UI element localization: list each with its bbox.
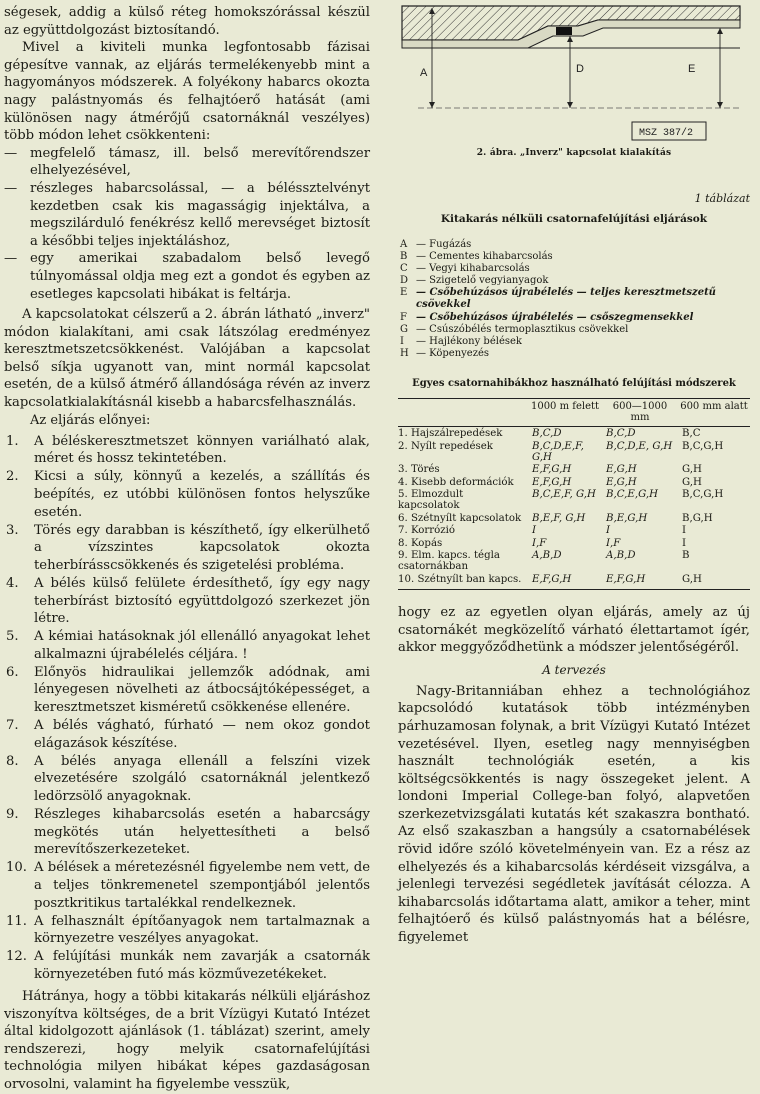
legend-key: A — [400, 239, 408, 250]
method-cell: B,C,D,E,F, G,H — [532, 440, 584, 463]
defect-cell: 1. Hajszálrepedések — [398, 428, 503, 440]
method-cell: E,F,G,H — [532, 476, 572, 488]
defect-cell: 3. Törés — [398, 464, 440, 476]
paragraph-continuation: ségesek, addig a külső réteg homokszórással készül az együttdolgozást biztosítandó. — [4, 5, 370, 38]
method-cell: B,C,G,H — [682, 440, 724, 452]
inverse-connection-figure — [398, 0, 750, 142]
advantage-item — [4, 664, 370, 717]
method-cell: I — [532, 525, 537, 537]
advantage-item — [4, 913, 370, 948]
dash-item: — részleges habarcsolással, — a béléssztelvényt kezdetben csak kis magasságig injektálva, a megszilárduló fenékrész kellő merevséget biztosít a későbbi teljes injektáláshoz, — [4, 180, 370, 249]
paragraph-mechanization: Mivel a kiviteli munka legfontosabb fázisai gépesítve vannak, az eljárás termelékenyebb mint a hagyományos módszerek. A folyékony habarcs okozta nagy palástnyomás és felhajtóerő hatását (ami különösen nagy átmérőjű csatornáknál veszélyes) több módon lehet csökkenteni: — [4, 40, 370, 144]
paragraph-disadvantage: Hátránya, hogy a többi kitakarás nélküli eljáráshoz viszonyítva költséges, de a brit Vízügyi Kutató Intézet által kidolgozott ajánlások (1. táblázat) szerint, amely rendszerezi, hogy melyik csatornafelújítási technológia milyen hibákat képes gazdaságosan orvosolni, valamint ha figyelembe vesszük, — [4, 989, 370, 1093]
col-header-600-1000: 600—1000 mm — [612, 400, 668, 423]
legend-key: H — [400, 347, 409, 359]
legend-row — [398, 251, 750, 263]
table-row — [398, 549, 750, 573]
method-cell: B,C,G,H — [682, 489, 724, 501]
dim-label-e: E — [688, 63, 696, 75]
advantage-text: Részleges kihabarcsolás esetén a habarcságy megkötés után helyettesítheti a belső merevítőszerkezeteket. — [34, 807, 370, 858]
table-row — [398, 488, 750, 512]
method-cell: B,C,E,F, G,H — [532, 489, 596, 501]
table-row — [398, 524, 750, 537]
right-column — [398, 0, 750, 947]
table1-number: 1 táblázat — [694, 192, 750, 205]
advantage-number: 5. — [6, 629, 19, 645]
advantage-number: 2. — [6, 469, 19, 485]
method-cell: A,B,D — [532, 550, 562, 562]
method-cell: B,C — [682, 428, 701, 440]
defect-cell: 8. Kopás — [398, 537, 443, 549]
legend-text: — Köpenyezés — [416, 347, 490, 359]
table-row — [398, 536, 750, 549]
advantage-number: 3. — [6, 522, 19, 538]
legend-text: — Szigetelő vegyianyagok — [416, 275, 549, 287]
method-cell: E,G,H — [606, 476, 637, 488]
left-column — [4, 0, 370, 1094]
advantage-number: 1. — [6, 433, 19, 449]
advantage-number: 11. — [6, 913, 27, 929]
dim-label-d: D — [576, 63, 584, 75]
method-cell: E,G,H — [606, 464, 637, 476]
table-row — [398, 463, 750, 476]
advantage-item — [4, 433, 370, 468]
legend-key: I — [400, 335, 404, 347]
advantage-text: Előnyös hidraulikai jellemzők adódnak, ami lényegesen növelheti az átbocsájtóképességet, a keresztmetszet kisméretű csökkenése ellenére. — [34, 664, 370, 716]
dash-marker: — — [4, 180, 18, 196]
table2-title: Egyes csatornahibákhoz használható felújítási módszerek — [412, 377, 736, 389]
standard-stamp-text: MSZ 387/2 — [639, 128, 694, 139]
advantage-text: A bélés anyaga ellenáll a felszíni vizek elvezetésére szolgáló csatornáknál jelentkező ledörzsölő anyagoknak. — [34, 753, 370, 805]
method-cell: E,F,G,H — [606, 573, 646, 585]
advantage-text: A béléskeresztmetszet könnyen variálható alak, méret és hossz tekintetében. — [34, 433, 370, 467]
advantage-text: Kicsi a súly, könnyű a kezelés, a szállítás és beépítés, ez utóbbi különösen fontos helyszűke esetén. — [34, 469, 370, 520]
dash-list — [4, 145, 370, 303]
legend-row — [398, 287, 750, 311]
legend-key: G — [400, 323, 408, 335]
seal-block — [556, 27, 572, 35]
col-header-under-600: 600 mm alatt — [680, 400, 748, 412]
defect-cell: 10. Szétnyílt ban kapcs. — [398, 573, 522, 585]
legend-row — [398, 348, 750, 360]
advantage-item — [4, 575, 370, 628]
dash-item: — megfelelő támasz, ill. belső merevítőrendszer elhelyezésével, — [4, 145, 370, 179]
method-cell: G,H — [682, 476, 702, 488]
legend-text: — Hajlékony bélések — [416, 335, 522, 347]
advantage-number: 6. — [6, 664, 19, 680]
advantage-number: 9. — [6, 807, 19, 823]
legend-text: — Fugázás — [416, 239, 472, 250]
advantage-item — [4, 948, 370, 983]
method-cell: A,B,D — [606, 550, 636, 562]
repair-methods-table — [398, 398, 750, 585]
advantage-text: A bélések a méretezésnél figyelembe nem vett, de a teljes tönkremenetel szempontjából jelentős posztkritikus tartalékkal rendelkeznek. — [34, 860, 370, 911]
advantage-text: A bélés vágható, fúrható — nem okoz gondot elágazások készítése. — [34, 718, 370, 751]
legend-text: — Csőbehúzásos újrabélelés — csőszegmensekkel — [416, 311, 694, 323]
method-cell: B — [682, 550, 690, 562]
legend-row — [398, 312, 750, 324]
defect-cell: 6. Szétnyílt kapcsolatok — [398, 512, 522, 524]
method-cell: B,G,H — [682, 512, 713, 524]
method-cell: G,H — [682, 573, 702, 585]
paragraph-lifetime: hogy ez az egyetlen olyan eljárás, amely az új csatornákét megközelítő várható élettartamot ígér, akkor meggyőződhetünk a módszer jelentőségéről. — [398, 604, 750, 656]
legend-text: — Cementes kihabarcsolás — [416, 251, 553, 263]
table-row — [398, 475, 750, 488]
table1-title: Kitakarás nélküli csatornafelújítási eljárások — [440, 213, 708, 225]
advantage-text: A kémiai hatásoknak jól ellenálló anyagokat lehet alkalmazni újrabélelés céljára. ! — [34, 629, 370, 662]
advantage-number: 12. — [6, 949, 27, 965]
advantage-number: 4. — [6, 575, 19, 591]
paragraph-research: Nagy-Britanniában ehhez a technológiához kapcsolódó kutatások több intézményben párhuzamosan folynak, a brit Vízügyi Kutató Intézet vezetésével. Ilyen, esetleg nagy mennyiségben használt technológiák esetén, a kis költségcsökkentés is nagy összegeket jelent. A londoni Imperial College-ban folyó, alapvetően szerkezetvizsgálati kutatás két szakaszra bontható. Az első szakaszban a hangsúly a csatornabélések rövid időre szóló követelményein van. Ez a rész az elhelyezés és a kihabarcsolás kérdéseit vizsgálva, a jelenlegi tervezési segédletek javítását célozza. A kihabarcsolás időtartama alatt, amikor a teher, mint felhajtóerő és külső palástnyomás hat a bélésre, figyelemet — [398, 683, 750, 946]
section-heading: A tervezés — [542, 662, 606, 677]
table-row — [398, 572, 750, 585]
table-row — [398, 511, 750, 524]
advantage-text: A felújítási munkák nem zavarják a csatornák környezetében futó más közművezetékeket. — [34, 949, 370, 982]
advantages-label: Az eljárás előnyei: — [30, 412, 151, 428]
method-cell: I,F — [606, 537, 621, 549]
paragraph-inverse-connection: A kapcsolatokat célszerű a 2. ábrán látható „inverz" módon kialakítani, ami csak látszólag eredményez keresztmetszetcsökkenést. Valójában a kapcsolat belső síkja ugyanott van, mint normál kapcsolat esetén, de a külső átmérő állandósága révén az inverz kapcsolatkialakításnál kisebb a habarcsfelhasználás. — [4, 307, 370, 411]
defect-cell: 5. Elmozdult kapcsolatok — [398, 489, 464, 512]
dim-label-a: A — [420, 67, 428, 79]
defect-cell: 9. Elm. kapcs. tégla csatornákban — [398, 550, 500, 573]
advantage-text: A felhasznált építőanyagok nem tartalmaznak a környezetre veszélyes anyagokat. — [34, 913, 370, 947]
method-cell: B,E,G,H — [606, 512, 648, 524]
legend-key: F — [400, 311, 407, 323]
legend-key: C — [400, 263, 408, 275]
legend-text: — Csőbehúzásos újrabélelés — teljes keresztmetszetű csövekkel — [416, 287, 716, 311]
col-header-over-1000: 1000 m felett — [530, 400, 600, 412]
method-cell: E,F,G,H — [532, 464, 572, 476]
table-row — [398, 439, 750, 463]
method-cell: B,C,D — [532, 428, 562, 440]
legend-row — [398, 324, 750, 336]
legend-text: — Csúszóbélés termoplasztikus csövekkel — [416, 323, 629, 335]
advantage-text: Törés egy darabban is készíthető, így elkerülhető a vízszintes kapcsolatok okozta teherbírásscsökkenés és szigetelési probléma. — [34, 522, 370, 573]
advantage-item — [4, 717, 370, 752]
legend-key: D — [400, 275, 409, 287]
figure-caption: 2. ábra. „Inverz" kapcsolat kialakítás — [476, 148, 672, 158]
advantage-item — [4, 806, 370, 859]
method-cell: B,C,E,G,H — [606, 489, 658, 501]
method-cell: E,F,G,H — [532, 573, 572, 585]
advantage-item — [4, 753, 370, 806]
advantage-text: A bélés külső felülete érdesíthető, így egy nagy teherbírást biztosító együttdolgozó szerkezet jön létre. — [34, 575, 370, 627]
table-row — [398, 426, 750, 439]
legend-row — [398, 239, 750, 251]
defect-cell: 4. Kisebb deformációk — [398, 476, 514, 488]
legend-row — [398, 275, 750, 287]
table1-legend — [398, 239, 750, 360]
advantage-number: 8. — [6, 753, 19, 769]
dash-marker: — — [4, 251, 18, 267]
method-cell: I — [682, 525, 687, 537]
method-cell: B,E,F, G,H — [532, 512, 586, 524]
method-cell: I — [606, 525, 611, 537]
legend-key: B — [400, 251, 408, 263]
defect-cell: 2. Nyílt repedések — [398, 440, 493, 452]
dash-marker: — — [4, 145, 18, 161]
defect-cell: 7. Korrózió — [398, 525, 456, 537]
method-cell: B,C,D,E, G,H — [606, 440, 673, 452]
advantage-item — [4, 522, 370, 575]
advantages-list — [4, 433, 370, 984]
method-cell: I — [682, 537, 687, 549]
dash-item: — egy amerikai szabadalom belső levegő túlnyomással oldja meg ezt a gondot és egyben az esetleges kapcsolati hibákat is feltárja. — [4, 251, 370, 302]
col-header-defect — [398, 398, 528, 426]
legend-row — [398, 263, 750, 275]
legend-key: E — [400, 287, 408, 299]
advantage-item — [4, 628, 370, 663]
advantage-item — [4, 468, 370, 521]
method-cell: G,H — [682, 464, 702, 476]
advantage-number: 10. — [6, 860, 27, 876]
method-cell: I,F — [532, 537, 547, 549]
method-cell: B,C,D — [606, 428, 636, 440]
advantage-item — [4, 859, 370, 912]
legend-text: — Vegyi kihabarcsolás — [416, 263, 530, 275]
advantage-number: 7. — [6, 718, 19, 734]
legend-row — [398, 336, 750, 348]
